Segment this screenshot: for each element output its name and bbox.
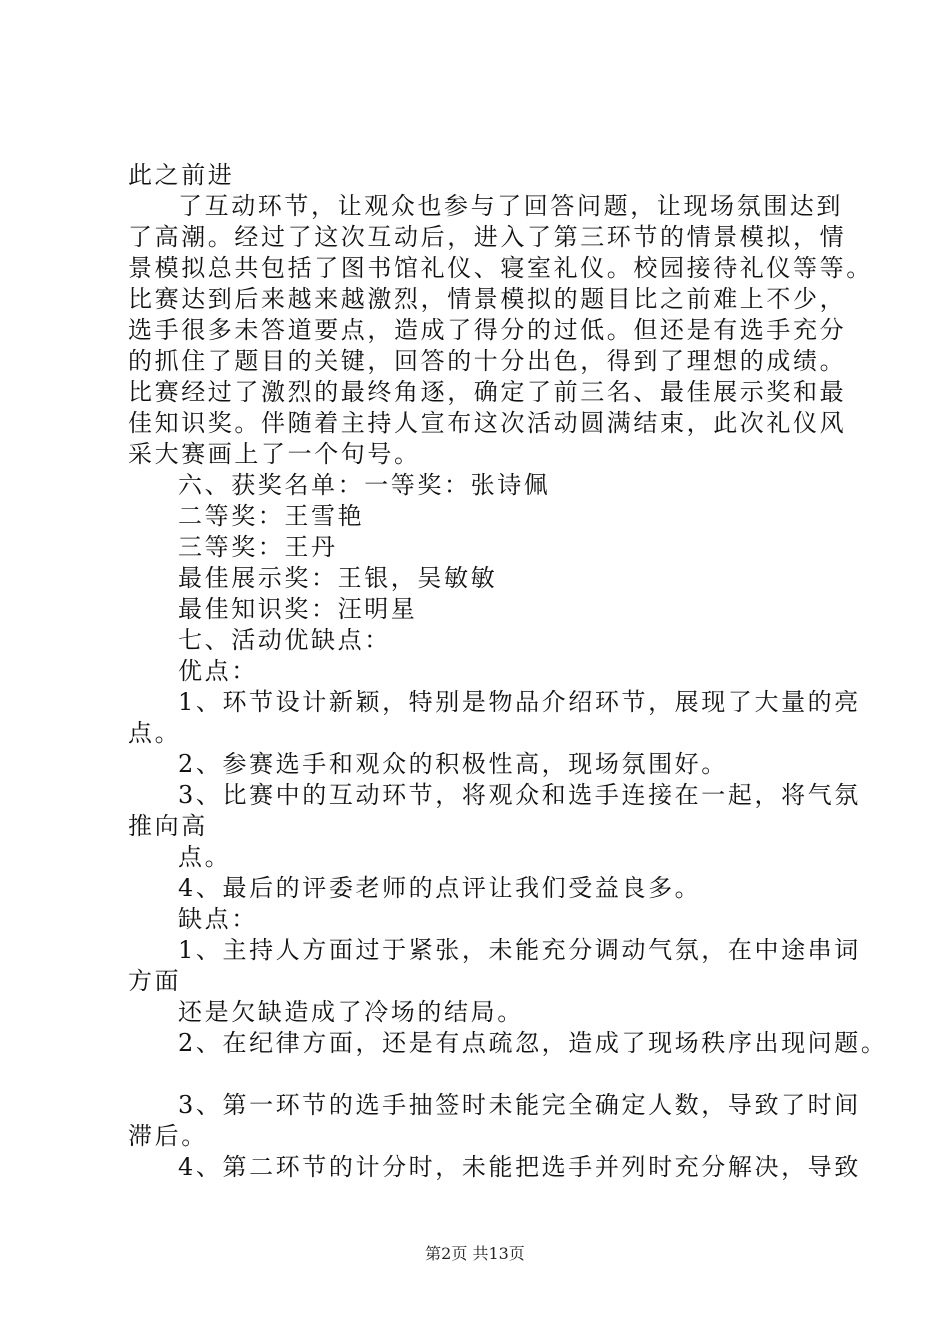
text-line: 推向高 bbox=[128, 812, 208, 840]
text-line: 2、在纪律方面，还是有点疏忽，造成了现场秩序出现问题。 bbox=[178, 1029, 888, 1057]
text-line: 了高潮。经过了这次互动后，进入了第三环节的情景模拟，情 bbox=[128, 223, 847, 251]
text-line: 3、第一环节的选手抽签时未能完全确定人数，导致了时间 bbox=[178, 1091, 861, 1119]
text-line: 比赛经过了激烈的最终角逐，确定了前三名、最佳展示奖和最 bbox=[128, 378, 847, 406]
text-line: 4、第二环节的计分时，未能把选手并列时充分解决，导致 bbox=[178, 1153, 861, 1181]
text-line: 了互动环节，让观众也参与了回答问题，让现场氛围达到 bbox=[178, 192, 843, 220]
text-line: 2、参赛选手和观众的积极性高，现场氛围好。 bbox=[178, 750, 728, 778]
text-line: 六、获奖名单：一等奖：张诗佩 bbox=[178, 471, 551, 499]
text-line: 三等奖：王丹 bbox=[178, 533, 338, 561]
text-line: 佳知识奖。伴随着主持人宣布这次活动圆满结束，此次礼仪风 bbox=[128, 409, 847, 437]
text-line: 1、环节设计新颖，特别是物品介绍环节，展现了大量的亮 bbox=[178, 688, 861, 716]
text-line: 1、主持人方面过于紧张，未能充分调动气氛，在中途串词 bbox=[178, 936, 861, 964]
text-line: 点。 bbox=[128, 719, 182, 747]
text-line: 选手很多未答道要点，造成了得分的过低。但还是有选手充分 bbox=[128, 316, 847, 344]
text-line: 景模拟总共包括了图书馆礼仪、寝室礼仪。校园接待礼仪等等。 bbox=[128, 254, 873, 282]
text-line: 3、比赛中的互动环节，将观众和选手连接在一起，将气氛 bbox=[178, 781, 861, 809]
text-line: 此之前进 bbox=[128, 161, 235, 189]
text-line: 二等奖：王雪艳 bbox=[178, 502, 365, 530]
text-line: 还是欠缺造成了冷场的结局。 bbox=[178, 998, 524, 1026]
text-line: 滞后。 bbox=[128, 1122, 208, 1150]
text-line: 优点： bbox=[178, 657, 258, 685]
text-line: 最佳展示奖：王银，吴敏敏 bbox=[178, 564, 498, 592]
text-line: 采大赛画上了一个句号。 bbox=[128, 440, 421, 468]
page-number-footer: 第2页 共13页 bbox=[425, 1244, 525, 1263]
text-line: 七、活动优缺点： bbox=[178, 626, 391, 654]
text-line: 比赛达到后来越来越激烈，情景模拟的题目比之前难上不少， bbox=[128, 285, 847, 313]
text-line: 的抓住了题目的关键，回答的十分出色，得到了理想的成绩。 bbox=[128, 347, 847, 375]
text-line: 缺点： bbox=[178, 905, 258, 933]
text-line: 点。 bbox=[178, 843, 232, 871]
text-line: 4、最后的评委老师的点评让我们受益良多。 bbox=[178, 874, 702, 902]
document-body bbox=[128, 160, 888, 1183]
text-line: 方面 bbox=[128, 967, 182, 995]
text-line: 最佳知识奖：汪明星 bbox=[178, 595, 418, 623]
blank-line bbox=[128, 1059, 848, 1090]
